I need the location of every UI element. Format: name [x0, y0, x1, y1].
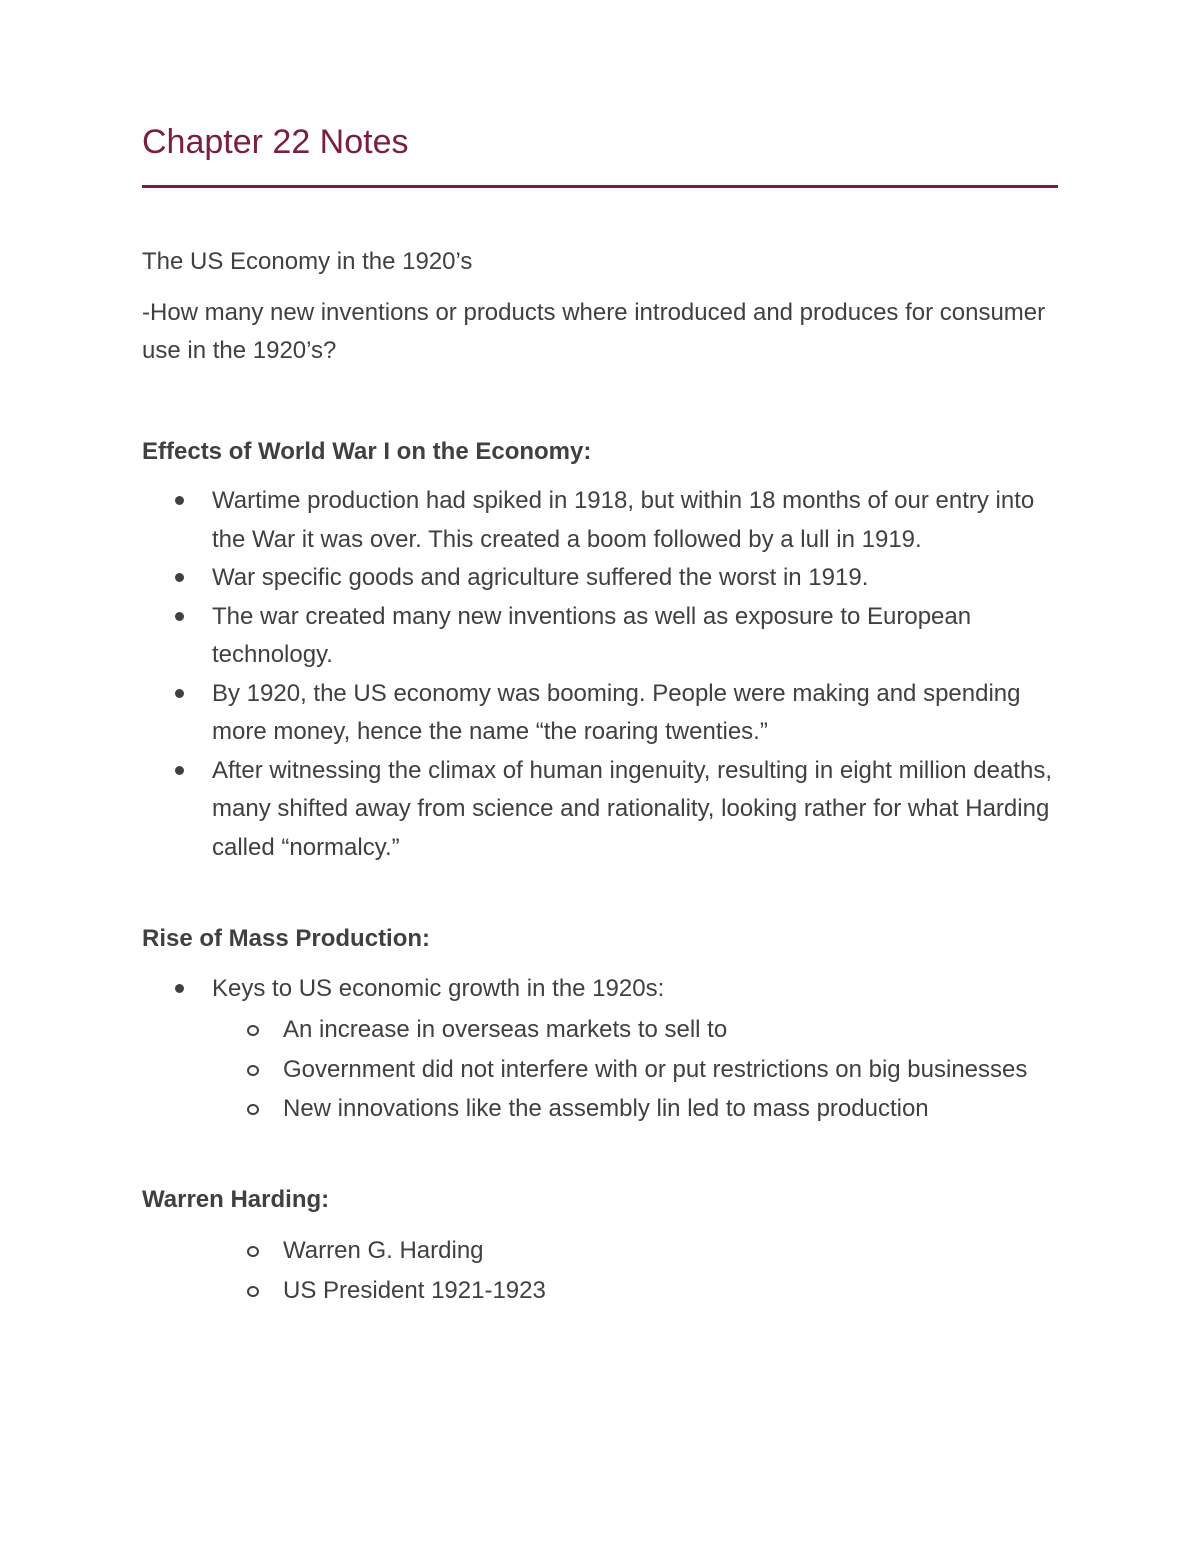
title-divider	[142, 185, 1058, 188]
sub-list-item-text: Warren G. Harding	[283, 1237, 484, 1264]
sub-list-item-text: Government did not interfere with or put restrictions on big businesses	[283, 1055, 1028, 1083]
hollow-bullet-icon	[247, 1104, 259, 1115]
list-item	[142, 675, 1058, 752]
bullet-icon	[175, 766, 184, 775]
hollow-bullet-icon	[247, 1286, 259, 1297]
sub-list-item	[142, 1231, 1058, 1271]
list-item-text: War specific goods and agriculture suffered the worst in 1919.	[212, 564, 869, 591]
list-item	[142, 559, 1058, 598]
sub-list-item-text: New innovations like the assembly lin led to mass production	[283, 1095, 929, 1122]
bullet-icon	[175, 496, 184, 505]
warren-harding-list	[142, 1231, 1058, 1310]
list-item-text: By 1920, the US economy was booming. People were making and spending more money, hence the name “the roaring twenties.”	[212, 679, 1021, 745]
sub-list-item	[142, 1089, 1058, 1129]
section-heading-wwi-effects: Effects of World War I on the Economy:	[142, 438, 592, 465]
document-question: -How many new inventions or products where introduced and produces for consumer use in the 1920’s?	[142, 299, 1046, 364]
list-item-text: After witnessing the climax of human ingenuity, resulting in eight million deaths, many shifted away from science and rationality, looking rather for what Harding called “normalcy.”	[212, 756, 1052, 861]
economic-growth-keys-list	[142, 1010, 1058, 1129]
page-title: Chapter 22 Notes	[142, 123, 409, 161]
hollow-bullet-icon	[247, 1246, 259, 1257]
bullet-icon	[175, 573, 184, 582]
sub-list-item	[142, 1010, 1058, 1050]
sub-list-item-text: US President 1921-1923	[283, 1276, 546, 1304]
wwi-effects-list	[142, 482, 1058, 867]
document-subtitle: The US Economy in the 1920’s	[142, 248, 473, 275]
hollow-bullet-icon	[247, 1025, 259, 1036]
bullet-icon	[175, 984, 184, 993]
section-heading-warren-harding: Warren Harding:	[142, 1186, 330, 1213]
list-item	[142, 752, 1058, 868]
list-item-text: The war created many new inventions as well as exposure to European technology.	[212, 602, 972, 668]
sub-list-item	[142, 1271, 1058, 1311]
list-item-text: Keys to US economic growth in the 1920s:	[212, 975, 665, 1002]
bullet-icon	[175, 689, 184, 698]
sub-list-item-text: An increase in overseas markets to sell to	[283, 1016, 728, 1043]
list-item	[142, 970, 1058, 1009]
sub-list-item	[142, 1050, 1058, 1090]
hollow-bullet-icon	[247, 1065, 259, 1076]
list-item-text: Wartime production had spiked in 1918, but within 18 months of our entry into the War it was over. This created a boom followed by a lull in 1919.	[212, 487, 1035, 553]
mass-production-list	[142, 970, 1058, 1009]
list-item	[142, 598, 1058, 675]
section-heading-mass-production: Rise of Mass Production:	[142, 925, 431, 952]
bullet-icon	[175, 612, 184, 621]
list-item	[142, 482, 1058, 559]
